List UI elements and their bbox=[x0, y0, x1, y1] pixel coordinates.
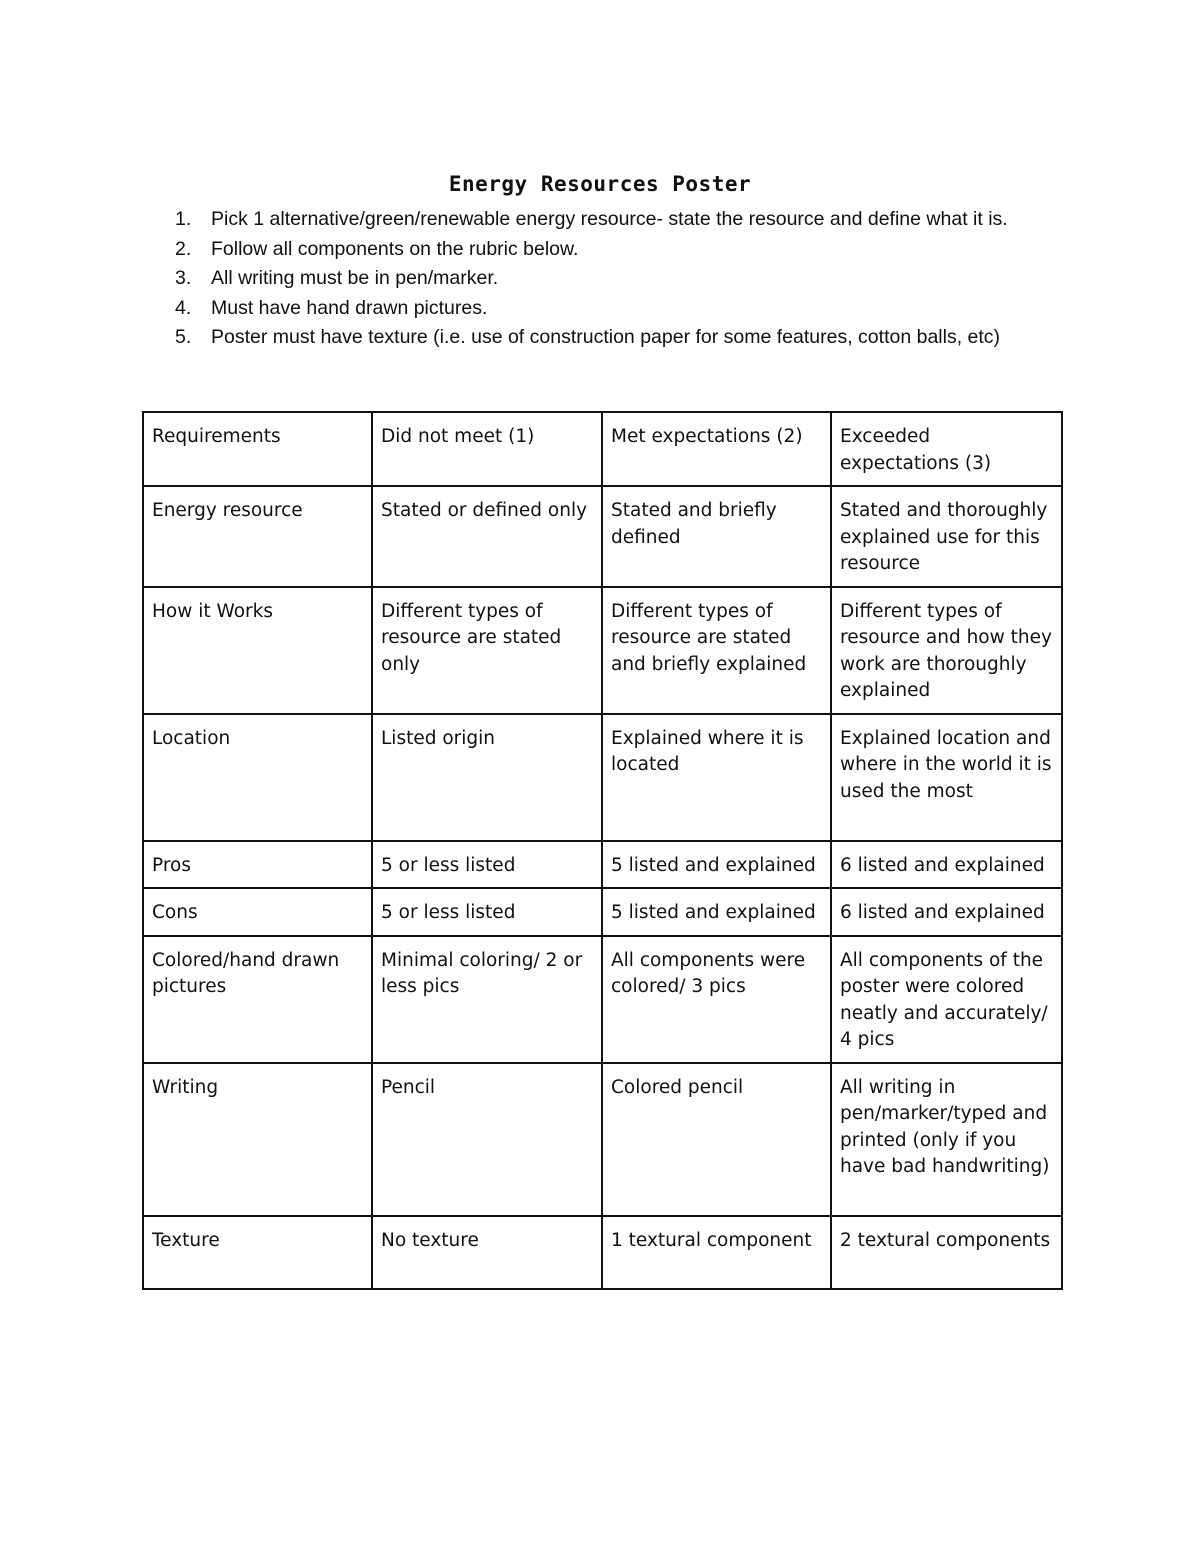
requirement-cell: Texture bbox=[143, 1216, 372, 1289]
rubric-row-pros bbox=[143, 841, 1062, 889]
requirement-cell: Energy resource bbox=[143, 486, 372, 587]
instruction-text: All writing must be in pen/marker. bbox=[211, 267, 499, 289]
instruction-item bbox=[175, 323, 1065, 353]
score-3-cell: 6 listed and explained bbox=[831, 841, 1062, 889]
instruction-number: 2. bbox=[175, 237, 192, 260]
score-1-cell: 5 or less listed bbox=[372, 888, 602, 936]
rubric-row-cons bbox=[143, 888, 1062, 936]
score-3-cell: Different types of resource and how they work are thoroughly explained bbox=[831, 587, 1062, 714]
score-1-cell: Different types of resource are stated only bbox=[372, 587, 602, 714]
rubric-row-energy-resource bbox=[143, 486, 1062, 587]
header-cell-exceeded-expectations: Exceeded expectations (3) bbox=[831, 412, 1062, 486]
score-2-cell: Different types of resource are stated and briefly explained bbox=[602, 587, 831, 714]
score-2-cell: Stated and briefly defined bbox=[602, 486, 831, 587]
rubric-row-texture bbox=[143, 1216, 1062, 1289]
score-3-cell: All writing in pen/marker/typed and printed (only if you have bad handwriting) bbox=[831, 1063, 1062, 1216]
score-1-cell: 5 or less listed bbox=[372, 841, 602, 889]
instruction-text: Poster must have texture (i.e. use of construction paper for some features, cotton balls, etc) bbox=[211, 326, 1001, 348]
score-3-cell: 2 textural components bbox=[831, 1216, 1062, 1289]
instruction-number: 1. bbox=[175, 208, 192, 230]
requirement-cell: Location bbox=[143, 714, 372, 841]
header-cell-met-expectations: Met expectations (2) bbox=[602, 412, 831, 486]
score-1-cell: Listed origin bbox=[372, 714, 602, 841]
score-3-cell: All components of the poster were colored neatly and accurately/ 4 pics bbox=[831, 936, 1062, 1063]
rubric-row-writing bbox=[143, 1063, 1062, 1216]
instruction-item bbox=[175, 264, 1065, 294]
score-3-cell: Stated and thoroughly explained use for this resource bbox=[831, 486, 1062, 587]
instruction-number: 5. bbox=[175, 326, 192, 348]
rubric-row-colored-pictures bbox=[143, 936, 1062, 1063]
instruction-text: Must have hand drawn pictures. bbox=[211, 296, 488, 319]
instruction-item bbox=[175, 235, 1065, 265]
score-1-cell: Minimal coloring/ 2 or less pics bbox=[372, 936, 602, 1063]
rubric-row-how-it-works bbox=[143, 587, 1062, 714]
score-2-cell: 1 textural component bbox=[602, 1216, 831, 1289]
instruction-number: 4. bbox=[175, 296, 192, 319]
score-2-cell: Colored pencil bbox=[602, 1063, 831, 1216]
score-1-cell: Pencil bbox=[372, 1063, 602, 1216]
score-3-cell: Explained location and where in the world it is used the most bbox=[831, 714, 1062, 841]
rubric-table bbox=[142, 411, 1063, 1290]
instructions-list bbox=[175, 205, 1065, 353]
score-2-cell: 5 listed and explained bbox=[602, 888, 831, 936]
instruction-text: Pick 1 alternative/green/renewable energy resource- state the resource and define what it is. bbox=[211, 208, 1008, 230]
requirement-cell: Pros bbox=[143, 841, 372, 889]
score-2-cell: All components were colored/ 3 pics bbox=[602, 936, 831, 1063]
score-2-cell: 5 listed and explained bbox=[602, 841, 831, 889]
instruction-text: Follow all components on the rubric below. bbox=[211, 237, 579, 260]
requirement-cell: How it Works bbox=[143, 587, 372, 714]
score-1-cell: No texture bbox=[372, 1216, 602, 1289]
score-3-cell: 6 listed and explained bbox=[831, 888, 1062, 936]
score-2-cell: Explained where it is located bbox=[602, 714, 831, 841]
requirement-cell: Writing bbox=[143, 1063, 372, 1216]
requirement-cell: Cons bbox=[143, 888, 372, 936]
rubric-row-location bbox=[143, 714, 1062, 841]
instruction-item bbox=[175, 294, 1065, 324]
score-1-cell: Stated or defined only bbox=[372, 486, 602, 587]
rubric-header-row bbox=[143, 412, 1062, 486]
instruction-number: 3. bbox=[175, 267, 192, 289]
requirement-cell: Colored/hand drawn pictures bbox=[143, 936, 372, 1063]
header-cell-requirements: Requirements bbox=[143, 412, 372, 486]
instruction-item bbox=[175, 205, 1065, 235]
header-cell-did-not-meet: Did not meet (1) bbox=[372, 412, 602, 486]
document-title: Energy Resources Poster bbox=[448, 172, 752, 196]
